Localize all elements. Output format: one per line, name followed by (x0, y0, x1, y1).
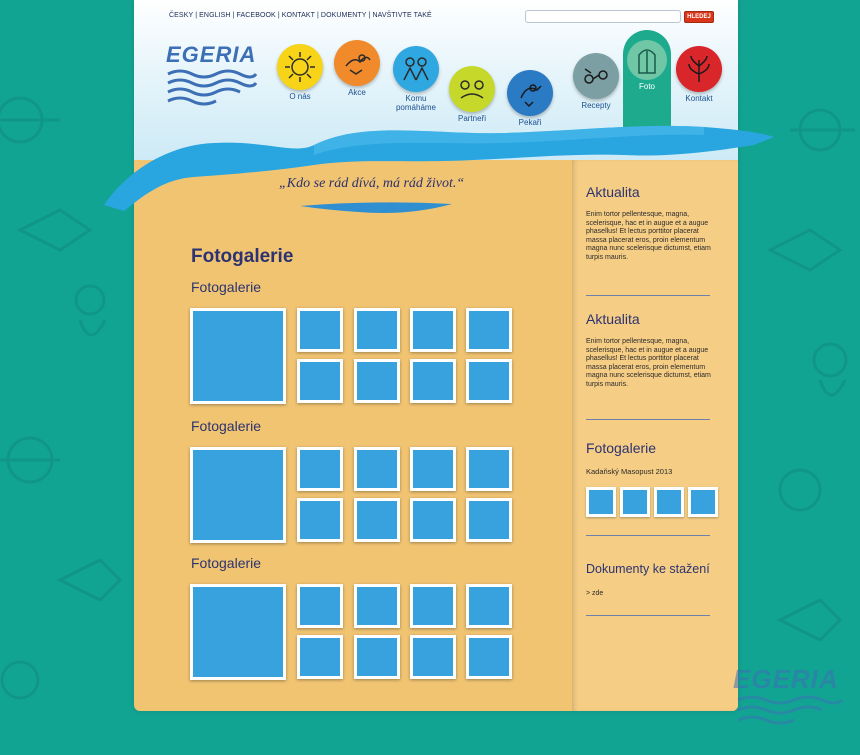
gallery-photo[interactable] (410, 447, 456, 491)
gallery-photo[interactable] (410, 635, 456, 679)
sidebar-gallery-title[interactable]: Fotogalerie (586, 440, 657, 456)
gallery-photo[interactable] (354, 584, 400, 628)
gallery-title: Fotogalerie (191, 555, 262, 571)
news-title[interactable]: Aktualita (586, 184, 640, 200)
gallery-photo-large[interactable] (190, 447, 286, 543)
gallery-photo[interactable] (466, 635, 512, 679)
sidebar-gallery-subtitle[interactable]: Kadaňský Masopust 2013 (586, 467, 673, 476)
nav-label: Pekaři (518, 118, 542, 127)
nav-item-kontakt[interactable] (674, 46, 724, 103)
handshake-icon (449, 66, 495, 112)
bird-icon (334, 40, 380, 86)
gallery-photo[interactable] (466, 359, 512, 403)
nav-item-pekari[interactable] (505, 70, 555, 127)
quote-underline-icon (298, 200, 454, 216)
logo-text: EGERIA (166, 42, 257, 67)
nav-label: Partneři (457, 114, 486, 123)
nav-label: Kontakt (685, 94, 713, 103)
search-input[interactable] (525, 10, 681, 23)
corner-logo: EGERIA (733, 664, 839, 694)
gallery-photo[interactable] (410, 359, 456, 403)
nav-item-recepty[interactable] (570, 53, 622, 110)
nav-label: Foto (638, 82, 655, 91)
baker-bird-icon (507, 70, 553, 116)
gallery-photo[interactable] (297, 584, 343, 628)
gallery-photo[interactable] (466, 584, 512, 628)
gallery-photo[interactable] (354, 635, 400, 679)
topnav-link-english[interactable]: ENGLISH (199, 12, 231, 19)
topnav-link-navstivte[interactable]: NAVŠTIVTE TAKÉ (372, 12, 432, 19)
topnav-link-facebook[interactable]: FACEBOOK (236, 12, 276, 19)
gallery-photo[interactable] (466, 447, 512, 491)
door-icon (627, 40, 667, 80)
news-text: Enim tortor pellentesque, magna, scelerisque, hac et in augue et a augue phasellus! Et lectus porttitor placerat massa placerat eros, proin elementum magna nunc scelerisque dictumst, etiam turpis mauris. (586, 211, 711, 261)
sidebar-gallery-photo[interactable] (654, 487, 684, 517)
gallery-photo[interactable] (466, 498, 512, 542)
news-title[interactable]: Aktualita (586, 311, 640, 327)
nav-label: O nás (289, 92, 311, 101)
nav-label: Akce (348, 88, 366, 97)
gallery-photo[interactable] (410, 584, 456, 628)
nav-item-foto[interactable] (623, 40, 671, 91)
logo-waves-icon (166, 68, 258, 108)
sun-icon (277, 44, 323, 90)
nav-label: Recepty (581, 101, 611, 110)
gallery-title: Fotogalerie (191, 279, 262, 295)
gallery-photo[interactable] (354, 308, 400, 352)
documents-link[interactable]: > zde (586, 590, 604, 597)
sidebar-gallery-photo[interactable] (586, 487, 616, 517)
page-title: Fotogalerie (191, 246, 294, 267)
divider (586, 535, 710, 536)
gallery-photo-large[interactable] (190, 308, 286, 404)
documents-title: Dokumenty ke stažení (586, 562, 710, 576)
search-button[interactable]: HLEDEJ (684, 11, 714, 23)
gallery-photo[interactable] (466, 308, 512, 352)
news-text: Enim tortor pellentesque, magna, scelerisque, hac et in augue et a augue phasellus! Et lectus porttitor placerat massa placerat eros, proin elementum magna nunc scelerisque dictumst, etiam turpis mauris. (586, 338, 711, 388)
children-icon (393, 46, 439, 92)
logo[interactable] (166, 42, 258, 104)
nav-item-komu-pomahame[interactable] (387, 46, 445, 112)
gallery-photo[interactable] (354, 359, 400, 403)
nav-label: Komu pomáháme (395, 94, 437, 112)
sidebar-gallery-photo[interactable] (620, 487, 650, 517)
gallery-photo[interactable] (410, 498, 456, 542)
tree-icon (676, 46, 722, 92)
divider (586, 419, 710, 420)
gallery-photo[interactable] (297, 498, 343, 542)
page-container (134, 0, 738, 711)
gallery-photo[interactable] (354, 447, 400, 491)
sidebar (572, 160, 738, 711)
recipe-icon (573, 53, 619, 99)
sidebar-gallery-photo[interactable] (688, 487, 718, 517)
gallery-photo[interactable] (354, 498, 400, 542)
topnav-link-kontakt[interactable]: KONTAKT (281, 12, 315, 19)
nav-item-o-nas[interactable] (275, 44, 325, 101)
gallery-title: Fotogalerie (191, 418, 262, 434)
quote: „Kdo se rád dívá, má rád život.“ (279, 176, 465, 191)
gallery-photo[interactable] (297, 308, 343, 352)
gallery-photo[interactable] (410, 308, 456, 352)
divider (586, 295, 710, 296)
topnav-link-cesky[interactable]: ČESKY (169, 12, 194, 19)
gallery-photo[interactable] (297, 359, 343, 403)
corner-logo-waves-icon (736, 694, 846, 734)
top-navigation: ČESKY | ENGLISH | FACEBOOK | KONTAKT | DOKUMENTY | NAVŠTIVTE TAKÉ (169, 12, 432, 19)
topnav-link-dokumenty[interactable]: DOKUMENTY (320, 12, 367, 19)
divider (586, 615, 710, 616)
gallery-photo-large[interactable] (190, 584, 286, 680)
nav-item-partneri[interactable] (447, 66, 497, 123)
nav-item-akce[interactable] (332, 40, 382, 97)
gallery-photo[interactable] (297, 635, 343, 679)
gallery-photo[interactable] (297, 447, 343, 491)
